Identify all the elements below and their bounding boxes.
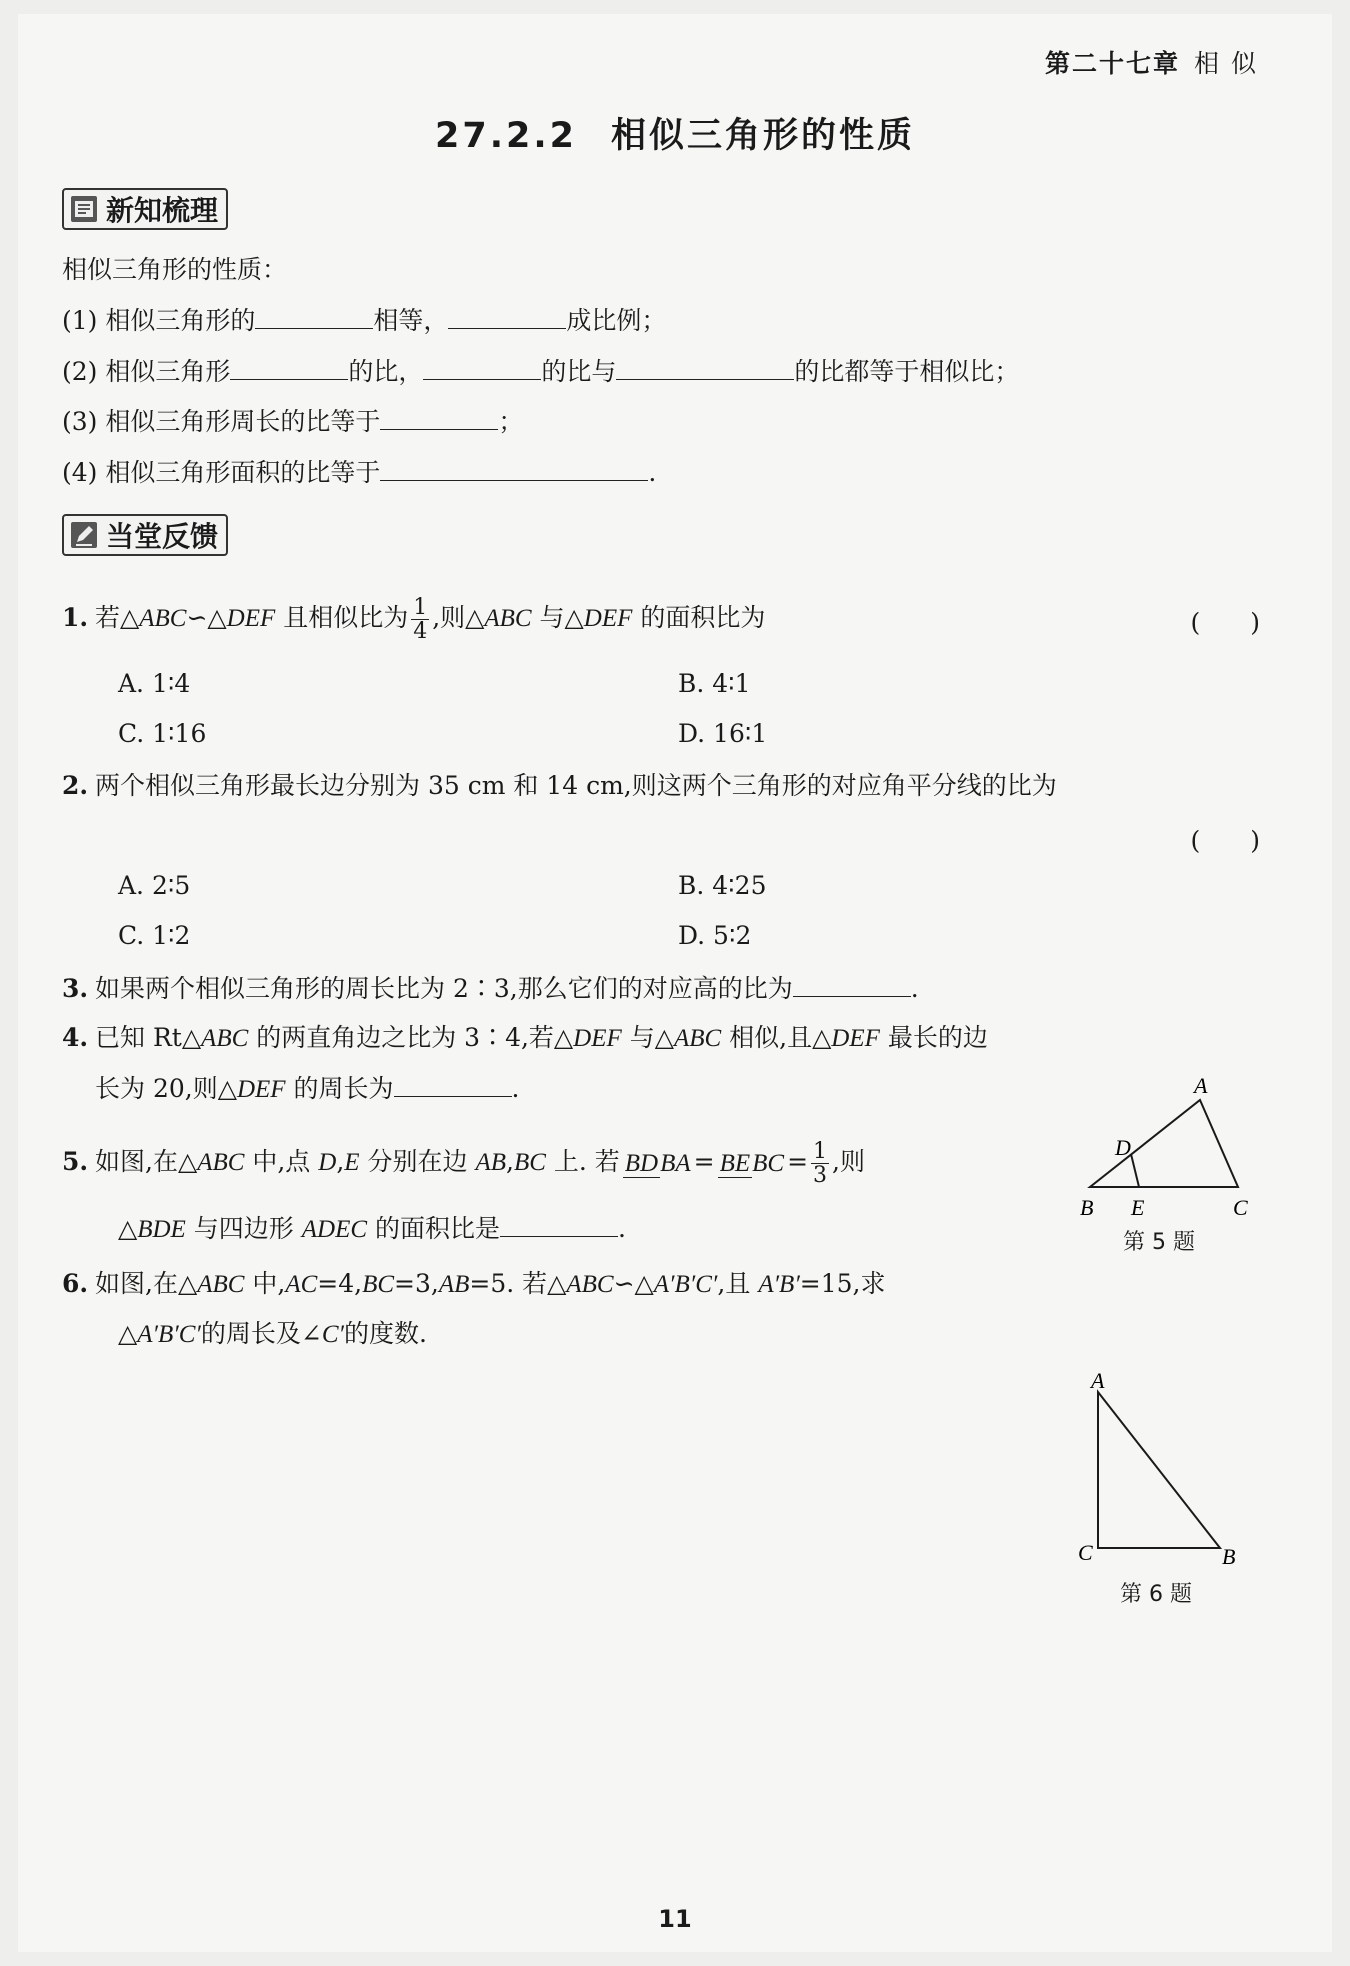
section-tag-label: 当堂反馈 <box>106 520 219 553</box>
text: =15,求 <box>799 1269 886 1298</box>
section-number: 27.2.2 <box>434 116 577 156</box>
equals-sign: = <box>693 1147 715 1177</box>
math: BDE <box>137 1216 186 1243</box>
text: 最长的边 <box>879 1023 988 1052</box>
fraction <box>623 1150 691 1177</box>
answer-parentheses: ( ) <box>1190 608 1260 637</box>
pencil-icon <box>70 521 98 549</box>
text: ,且 <box>717 1269 759 1298</box>
option-a: A. 1∶4 <box>118 669 191 698</box>
text: ∽△ <box>186 603 227 633</box>
text: 与△ <box>531 603 584 633</box>
figure-6-caption: 第 6 题 <box>1120 1582 1192 1607</box>
question-3 <box>62 970 919 1007</box>
fraction <box>811 1140 829 1187</box>
question-number: 4. <box>62 1023 89 1052</box>
text: (3) 相似三角形周长的比等于 <box>62 407 381 436</box>
text: ,则 <box>832 1147 865 1177</box>
chapter-header <box>1045 44 1258 80</box>
text: =4, <box>317 1269 363 1298</box>
math: C′ <box>321 1321 344 1348</box>
section-tag-label: 新知梳理 <box>106 194 219 227</box>
denominator: 4 <box>413 619 428 645</box>
question-number: 2. <box>62 771 89 800</box>
property-1 <box>62 302 666 339</box>
label-b: B <box>1222 1544 1236 1569</box>
chapter-number: 第二十七章 <box>1045 49 1181 78</box>
math: DEF <box>236 1076 286 1103</box>
chapter-name: 相 似 <box>1194 49 1258 78</box>
triangle-abc <box>1090 1100 1238 1187</box>
text: =3, <box>394 1269 439 1298</box>
answer-blank <box>448 302 566 329</box>
math: ADEC <box>301 1216 368 1243</box>
question-5-line-2 <box>118 1210 626 1248</box>
text: , <box>336 1147 345 1177</box>
denominator: BC <box>752 1149 785 1177</box>
text: 中,点 <box>244 1147 319 1177</box>
question-number: 1. <box>62 603 89 633</box>
math: AB <box>438 1271 470 1298</box>
question-6-line-2 <box>118 1316 427 1353</box>
section-tag-new-knowledge <box>62 188 228 230</box>
math: ABC <box>484 605 532 633</box>
book-icon <box>70 195 98 223</box>
math: ABC <box>673 1025 722 1052</box>
text: =5. 若△ <box>469 1269 567 1298</box>
text: 的面积比为 <box>632 603 766 633</box>
answer-blank <box>380 403 498 430</box>
text: 的两直角边之比为 3∶4,若△ <box>248 1023 574 1052</box>
segment-de <box>1131 1154 1139 1187</box>
numerator: BD <box>624 1149 659 1177</box>
text: . <box>648 458 657 487</box>
option-d: D. 5∶2 <box>678 921 752 950</box>
question-5 <box>62 1140 865 1187</box>
math: A′B′C′ <box>653 1271 718 1298</box>
numerator: 1 <box>813 1139 828 1164</box>
math: ABC <box>566 1271 614 1298</box>
math: E <box>344 1149 360 1177</box>
option-c: C. 1∶16 <box>118 719 207 748</box>
option-b: B. 4∶25 <box>678 871 767 900</box>
text: 已知 Rt△ <box>95 1023 202 1052</box>
text: 的度数. <box>343 1319 427 1348</box>
text: , <box>506 1147 514 1177</box>
text: ∽△ <box>613 1269 654 1298</box>
text: 如图,在△ <box>95 1269 198 1298</box>
label-a: A <box>1194 1073 1208 1098</box>
question-2 <box>62 768 1057 804</box>
option-c: C. 1∶2 <box>118 921 191 950</box>
label-e: E <box>1131 1195 1145 1220</box>
text: 且相似比为 <box>275 603 409 633</box>
math: AB <box>475 1149 506 1177</box>
text: 的周长及∠ <box>200 1319 322 1348</box>
answer-blank <box>500 1210 618 1237</box>
text: 的比与 <box>541 357 617 386</box>
math: DEF <box>573 1025 622 1052</box>
label-c: C <box>1233 1195 1248 1220</box>
option-d: D. 16∶1 <box>678 719 768 748</box>
math: A′B′C′ <box>137 1321 201 1348</box>
math: ABC <box>139 605 187 633</box>
text: 上. 若 <box>545 1147 620 1177</box>
text: ； <box>498 407 524 436</box>
question-6 <box>62 1266 886 1303</box>
question-number: 3. <box>62 974 89 1003</box>
text: (1) 相似三角形的 <box>62 306 256 335</box>
figure-5-caption: 第 5 题 <box>1123 1230 1195 1255</box>
property-4 <box>62 454 656 491</box>
math: BC <box>513 1149 546 1177</box>
property-3 <box>62 403 523 440</box>
math: DEF <box>583 605 633 633</box>
text: △ <box>118 1319 138 1348</box>
property-2 <box>62 353 1019 390</box>
question-text: 如果两个相似三角形的周长比为 2∶3,那么它们的对应高的比为 <box>95 974 793 1003</box>
text: 分别在边 <box>359 1147 476 1177</box>
page-title <box>0 108 1350 158</box>
question-4 <box>62 1020 988 1057</box>
text: . <box>910 974 919 1003</box>
question-number: 6. <box>62 1269 89 1298</box>
math: BC <box>362 1271 395 1298</box>
question-text: 两个相似三角形最长边分别为 35 cm 和 14 cm,则这两个三角形的对应角平分线的比为 <box>95 771 1057 800</box>
text: (2) 相似三角形 <box>62 357 231 386</box>
question-number: 5. <box>62 1147 89 1177</box>
page-number: 11 <box>658 1905 692 1933</box>
math: DEF <box>831 1025 880 1052</box>
text: (4) 相似三角形面积的比等于 <box>62 458 381 487</box>
text: 与四边形 <box>185 1214 302 1243</box>
fraction <box>718 1150 785 1177</box>
text: . <box>511 1074 520 1103</box>
fraction <box>411 596 429 643</box>
math: A′B′ <box>758 1271 800 1298</box>
label-c: C <box>1078 1540 1093 1565</box>
answer-blank <box>793 970 911 997</box>
properties-intro: 相似三角形的性质： <box>62 255 288 284</box>
math: ABC <box>201 1025 249 1052</box>
text: 的周长为 <box>285 1074 394 1103</box>
math: ABC <box>197 1271 245 1298</box>
text: 如图,在△ <box>95 1147 198 1177</box>
text: 相等， <box>373 306 449 335</box>
option-b: B. 4∶1 <box>678 669 751 698</box>
text: 长为 20,则△ <box>95 1074 237 1103</box>
text: 与△ <box>621 1023 674 1052</box>
answer-parentheses: ( ) <box>1190 826 1260 855</box>
answer-blank <box>616 353 794 380</box>
answer-blank <box>423 353 541 380</box>
text: 的比， <box>348 357 424 386</box>
text: 的比都等于相似比； <box>794 357 1020 386</box>
label-d: D <box>1115 1135 1131 1160</box>
text: 中, <box>244 1269 286 1298</box>
text: 的面积比是 <box>367 1214 500 1243</box>
option-a: A. 2∶5 <box>118 871 191 900</box>
label-a: A <box>1091 1368 1105 1393</box>
equals-sign: = <box>787 1147 809 1177</box>
numerator: BE <box>719 1149 751 1177</box>
math: AC <box>285 1271 318 1298</box>
text: 若△ <box>95 603 140 633</box>
triangle-abc <box>1098 1392 1220 1548</box>
figure-6-triangle <box>1070 1360 1270 1580</box>
math: ABC <box>197 1149 245 1177</box>
question-4-line-2 <box>95 1070 519 1108</box>
answer-blank <box>230 353 348 380</box>
answer-blank <box>394 1070 512 1097</box>
text: . <box>617 1214 626 1243</box>
text: 相似,且△ <box>721 1023 832 1052</box>
text: △ <box>118 1214 138 1243</box>
text: 成比例； <box>566 306 667 335</box>
section-tag-feedback <box>62 514 228 556</box>
answer-blank <box>255 302 373 329</box>
math: D <box>318 1149 337 1177</box>
math: DEF <box>226 605 276 633</box>
text: ,则△ <box>432 603 485 633</box>
denominator: BA <box>660 1149 691 1177</box>
question-1 <box>62 596 765 643</box>
numerator: 1 <box>413 595 428 620</box>
denominator: 3 <box>813 1163 828 1189</box>
section-title: 相似三角形的性质 <box>611 116 916 156</box>
label-b: B <box>1080 1195 1094 1220</box>
figure-5-triangle <box>1070 1065 1270 1230</box>
answer-blank <box>380 454 648 481</box>
